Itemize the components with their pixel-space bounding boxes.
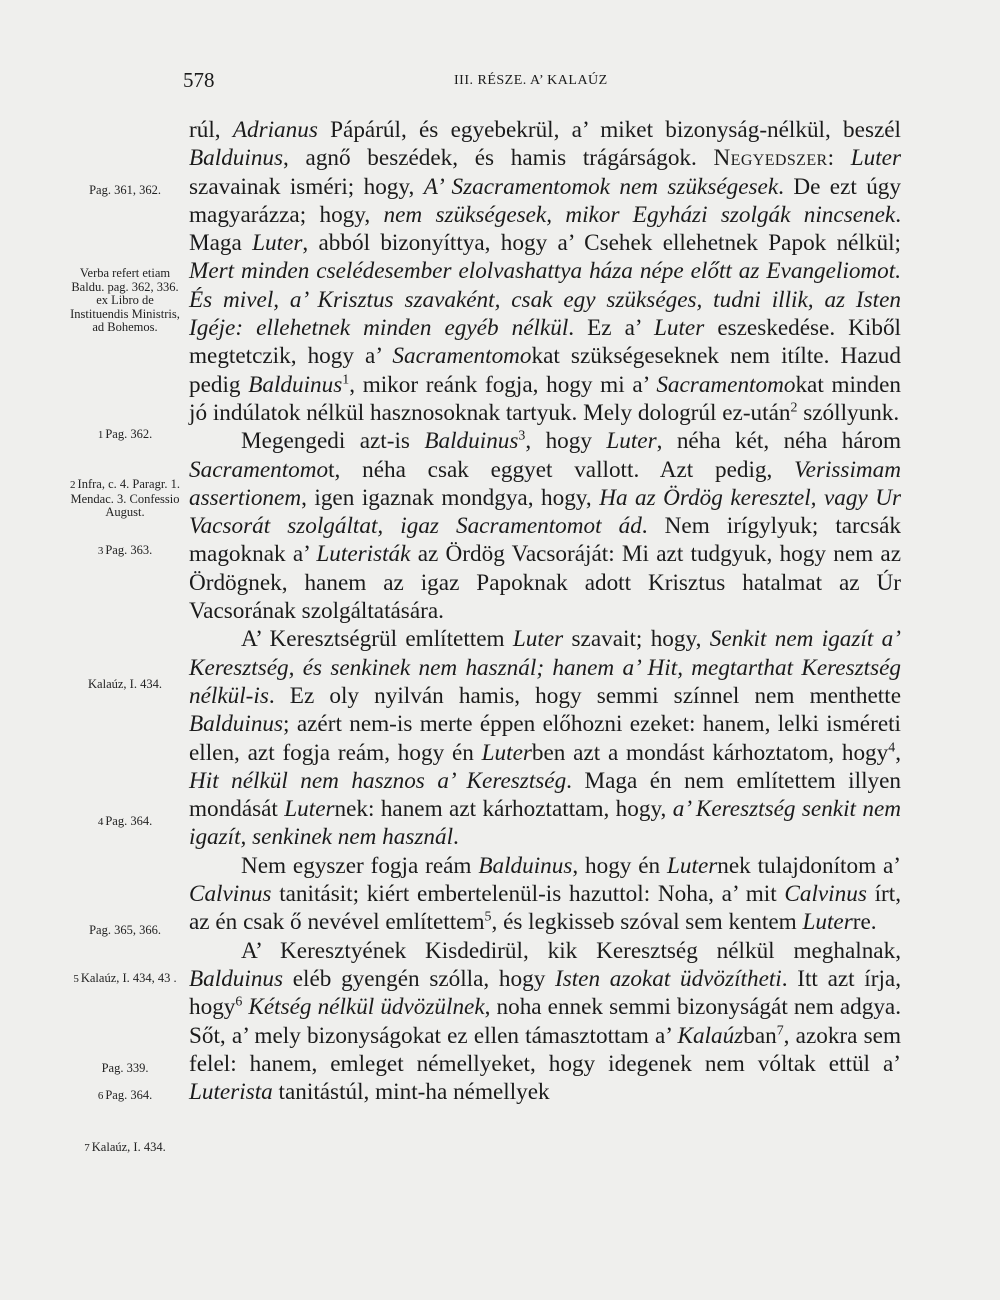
margin-note bbox=[66, 678, 184, 692]
margin-note-text: Pag. 361, 362. bbox=[89, 183, 161, 197]
margin-note bbox=[66, 267, 184, 335]
margin-note bbox=[66, 544, 184, 559]
margin-note-ref: 7 bbox=[84, 1142, 90, 1154]
margin-note-text: Pag. 363. bbox=[105, 543, 153, 557]
page-header bbox=[0, 68, 1000, 98]
margin-note-text: Kalaúz, I. 434. bbox=[91, 1140, 166, 1154]
margin-note bbox=[66, 1141, 184, 1156]
margin-note bbox=[66, 924, 184, 938]
margin-note bbox=[66, 1062, 184, 1076]
margin-note-ref: 2 bbox=[70, 479, 76, 491]
margin-note-text: Kalaúz, I. 434. bbox=[88, 677, 162, 691]
paragraph: Nem egyszer fogja reám Balduinus, hogy én Luternek tulajdonítom a’ Calvinus tanitásit; kiért embertelenül-is hazuttol: Noha, a’ mit Calvinus írt, az én csak ő nevével említettem$^5$, és legkisseb szóval sem kentem Luterre. bbox=[189, 852, 901, 936]
body-text bbox=[189, 116, 901, 1106]
margin-note-text: Pag. 362. bbox=[105, 427, 153, 441]
margin-note-text: Pag. 339. bbox=[101, 1061, 149, 1075]
margin-note-ref: 5 bbox=[73, 973, 79, 985]
margin-note-text: Kalaúz, I. 434, 43 . bbox=[80, 971, 177, 985]
margin-note-text: Pag. 364. bbox=[105, 1088, 153, 1102]
running-title: III. RÉSZE. A’ KALAÚZ bbox=[454, 73, 608, 88]
paragraph: Megengedi azt-is Balduinus$^3$, hogy Luter, néha két, néha három Sacramentomot, néha csak eggyet vallott. Azt pedig, Verissimam assertionem, igen igaznak mondgya, hogy, Ha az Ördög keresztel, vagy Ur Vacsorát szolgáltat, igaz Sacramentomot ád. Nem irígylyuk; tarcsák magoknak a’ Luteristák az Ördög Vacsoráját: Mi azt tudgyuk, hogy nem az Ördögnek, hanem az igaz Papoknak adott Krisztus hatalmat az Úr Vacsorának szolgáltatására. bbox=[189, 428, 901, 625]
margin-note bbox=[66, 1089, 184, 1104]
margin-note-text: Verba refert etiam Baldu. pag. 362, 336. ex Libro de Instituendis Ministris, ad Bohemos. bbox=[70, 266, 180, 334]
margin-note-text: Infra, c. 4. Paragr. 1. Mendac. 3. Confessio August. bbox=[70, 477, 180, 519]
paragraph: rúl, Adrianus Pápárúl, és egyebekrül, a’ miket bizonyság-nélkül, beszél Balduinus, agnő beszédek, és hamis trágárságok. Negyedszer: Luter szavainak isméri; hogy, A’ Szacramentomok nem szükségesek. De ezt úgy magyarázza; hogy, nem szükségesek, mikor Egyházi szolgák nincsenek. Maga Luter, abból bizonyíttya, hogy a’ Csehek ellehetnek Papok nélkül; Mert minden cselédesember elolvashattya háza népe előtt az Evangeliomot. És mivel, a’ Krisztus szavaként, csak egy szükséges, tudni illik, az Isten Igéje: ellehetnek minden egyéb nélkül. Ez a’ Luter eszeskedése. Kiből megtetczik, hogy a’ Sacramentomokat szükségeseknek nem itílte. Hazud pedig Balduinus$^1$, mikor reánk fogja, hogy mi a’ Sacramentomokat minden jó indúlatok nélkül hasznosoknak tartyuk. Mely dologrúl ez-után$^2$ szóllyunk. bbox=[189, 117, 902, 426]
margin-note bbox=[66, 815, 184, 830]
margin-note-ref: 6 bbox=[97, 1090, 104, 1102]
margin-note bbox=[66, 184, 184, 198]
page-number: 578 bbox=[183, 68, 215, 92]
margin-note-ref: 1 bbox=[97, 429, 104, 441]
margin-note-ref: 4 bbox=[97, 816, 104, 828]
margin-note bbox=[66, 428, 184, 443]
margin-note bbox=[66, 972, 184, 987]
margin-note bbox=[66, 478, 184, 520]
paragraph: A’ Keresztyének Kisdedirül, kik Keresztség nélkül meghalnak, Balduinus eléb gyengén szólla, hogy Isten azokat üdvözítheti. Itt azt írja, hogy$^6$ Kétség nélkül üdvözülnek, noha ennek semmi bizonyságát nem adgya. Sőt, a’ mely bizonyságokat ez ellen támasztottam a’ Kalaúzban$^7$, azokra sem felel: hanem, emleget némellyeket, hogy idegenek nem vóltak ettül a’ Luterista tanitástúl, mint-ha némellyek bbox=[189, 937, 901, 1106]
margin-note-ref: 3 bbox=[97, 545, 104, 557]
margin-note-text: Pag. 364. bbox=[105, 814, 153, 828]
paragraph: A’ Keresztségrül említettem Luter szavait; hogy, Senkit nem igazít a’ Keresztség, és senkinek nem használ; hanem a’ Hit, megtarthat Keresztség nélkül-is. Ez oly nyilván hamis, hogy semmi színnel nem menthette Balduinus; azért nem-is merte éppen előhozni ezeket: hanem, lelki isméreti ellen, azt fogja reám, hogy én Luterben azt a mondást kárhoztatom, hogy$^4$, Hit nélkül nem hasznos a’ Keresztség. Maga én nem említettem illyen mondását Luternek: hanem azt kárhoztattam, hogy, a’ Keresztség senkit nem igazít, senkinek nem használ. bbox=[189, 626, 902, 851]
margin-note-text: Pag. 365, 366. bbox=[89, 923, 161, 937]
